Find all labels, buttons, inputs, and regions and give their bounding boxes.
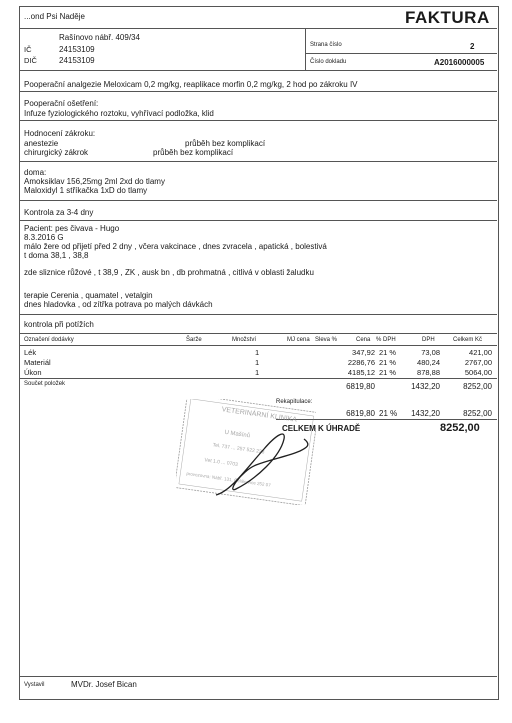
- item-quantity: 1: [255, 358, 260, 367]
- grand-total: 8252,00: [440, 422, 480, 434]
- therapy-note: terapie Cerenia , quamatel , vetalgin: [24, 291, 153, 300]
- findings-note: zde sliznice růžové , t 38,9 , ZK , ausk bn , db prohmatná , citlivá v oblasti žaludku: [24, 268, 314, 277]
- evaluation-surgery-label: chirurgický zákrok: [24, 148, 89, 157]
- control-note: Kontrola za 3-4 dny: [24, 208, 94, 217]
- item-vat-percent: 21 %: [379, 348, 397, 357]
- item-vat-percent: 21 %: [379, 368, 397, 377]
- header-divider: [19, 28, 497, 29]
- ic-label: IČ: [24, 45, 32, 54]
- section-divider: [19, 200, 497, 201]
- section-divider: [19, 120, 497, 121]
- table-bottom-divider: [19, 378, 497, 379]
- therapy-note: dnes hladovka , od zítřka potrava po malých dávkách: [24, 300, 213, 309]
- history-note: málo žere od přijetí před 2 dny , včera vakcinace , dnes zvracela , apatická , bolestivá: [24, 242, 327, 251]
- care-title: Pooperační ošetření:: [24, 99, 99, 108]
- visit-date: 8.3.2016 G: [24, 233, 64, 242]
- document-number-label: Číslo dokladu: [310, 59, 347, 65]
- column-header: Celkem Kč: [453, 337, 483, 343]
- evaluation-anesthesia-label: anestezie: [24, 139, 59, 148]
- item-price: 347,92: [352, 348, 375, 357]
- column-header: Sleva %: [315, 337, 338, 343]
- column-header: % DPH: [376, 337, 396, 343]
- item-vat: 480,24: [417, 358, 440, 367]
- recap-vat-percent: 21 %: [379, 409, 398, 418]
- sum-total: 8252,00: [463, 382, 492, 391]
- stamp-graphic: [176, 399, 316, 505]
- item-name: Lék: [24, 348, 37, 357]
- clinic-name: ...ond Psi Naděje: [24, 12, 85, 21]
- item-total: 2767,00: [464, 358, 492, 367]
- section-divider: [19, 314, 497, 315]
- issued-by-label: Vystavil: [24, 682, 45, 688]
- grand-total-label: CELKEM K ÚHRADĚ: [282, 424, 361, 433]
- item-vat: 73,08: [421, 348, 440, 357]
- clinic-address: Rašínovo nábř. 409/34: [59, 33, 140, 42]
- section-divider: [19, 161, 497, 162]
- section-divider: [19, 91, 497, 92]
- clinic-stamp: [176, 399, 316, 505]
- document-title: FAKTURA: [405, 8, 490, 27]
- dic-label: DIČ: [24, 56, 37, 65]
- home-care-title: doma:: [24, 168, 47, 177]
- recap-vat: 1432,20: [411, 409, 440, 418]
- stamp-text: Tel. 737 ... 257 522 228: [212, 442, 265, 456]
- item-price: 4185,12: [347, 368, 375, 377]
- item-name: Materiál: [24, 358, 51, 367]
- stamp-text: U Mašínů: [224, 429, 251, 440]
- stamp-text: provozovna: Nábř. 131, Čelákovice 252 07: [186, 470, 272, 488]
- sum-vat: 1432,20: [411, 382, 440, 391]
- recap-label: Rekapitulace:: [276, 399, 313, 405]
- footer-divider: [19, 676, 497, 677]
- column-header: MJ cena: [287, 337, 310, 343]
- section-divider: [19, 220, 497, 221]
- column-header: Šarže: [186, 337, 202, 343]
- dic-value: 24153109: [59, 56, 95, 65]
- item-quantity: 1: [255, 348, 260, 357]
- patient-line: Pacient: pes čivava - Hugo: [24, 224, 120, 233]
- item-name: Úkon: [24, 368, 42, 377]
- table-header-divider: [19, 345, 497, 346]
- page-number: 2: [470, 42, 475, 51]
- history-note: t doma 38,1 , 38,8: [24, 251, 89, 260]
- column-header: Označení dodávky: [24, 337, 74, 343]
- issued-by-name: MVDr. Josef Bican: [71, 680, 137, 689]
- page-label: Strana číslo: [310, 42, 342, 48]
- evaluation-surgery-value: průběh bez komplikací: [153, 148, 234, 157]
- recap-total: 8252,00: [463, 409, 492, 418]
- item-quantity: 1: [255, 368, 260, 377]
- item-total: 421,00: [469, 348, 492, 357]
- column-header: Množství: [232, 337, 257, 343]
- header-bottom-divider: [19, 70, 497, 71]
- evaluation-title: Hodnocení zákroku:: [24, 129, 96, 138]
- ic-value: 24153109: [59, 45, 95, 54]
- sum-price: 6819,80: [346, 382, 375, 391]
- document-number: A2016000005: [434, 58, 485, 67]
- item-vat: 878,88: [417, 368, 440, 377]
- home-care-line: Amoksiklav 156,25mg 2ml 2xd do tlamy: [24, 177, 165, 186]
- column-header: Cena: [356, 337, 371, 343]
- header-column-divider: [305, 28, 306, 70]
- recap-price: 6819,80: [346, 409, 375, 418]
- stamp-text: Vet 1.0 ... 0703: [204, 457, 239, 468]
- column-header: DPH: [422, 337, 435, 343]
- home-care-line: Maloxidyl 1 stříkačka 1xD do tlamy: [24, 186, 148, 195]
- stamp-text: VETERINÁRNÍ KLINIKA: [221, 406, 298, 424]
- care-text: Infuze fyziologického roztoku, vyhřívací podložka, klid: [24, 109, 214, 118]
- item-vat-percent: 21 %: [379, 358, 397, 367]
- sum-label: Součet položek: [24, 381, 66, 387]
- followup-note: kontrola při potížích: [24, 320, 94, 329]
- analgesia-text: Pooperační analgezie Meloxicam 0,2 mg/kg, reaplikace morfin 0,2 mg/kg, 2 hod po zákroku IV: [24, 80, 358, 89]
- header-inner-divider: [305, 53, 497, 54]
- item-total: 5064,00: [464, 368, 492, 377]
- table-top-divider: [19, 333, 497, 334]
- item-price: 2286,76: [347, 358, 375, 367]
- evaluation-anesthesia-value: průběh bez komplikací: [185, 139, 266, 148]
